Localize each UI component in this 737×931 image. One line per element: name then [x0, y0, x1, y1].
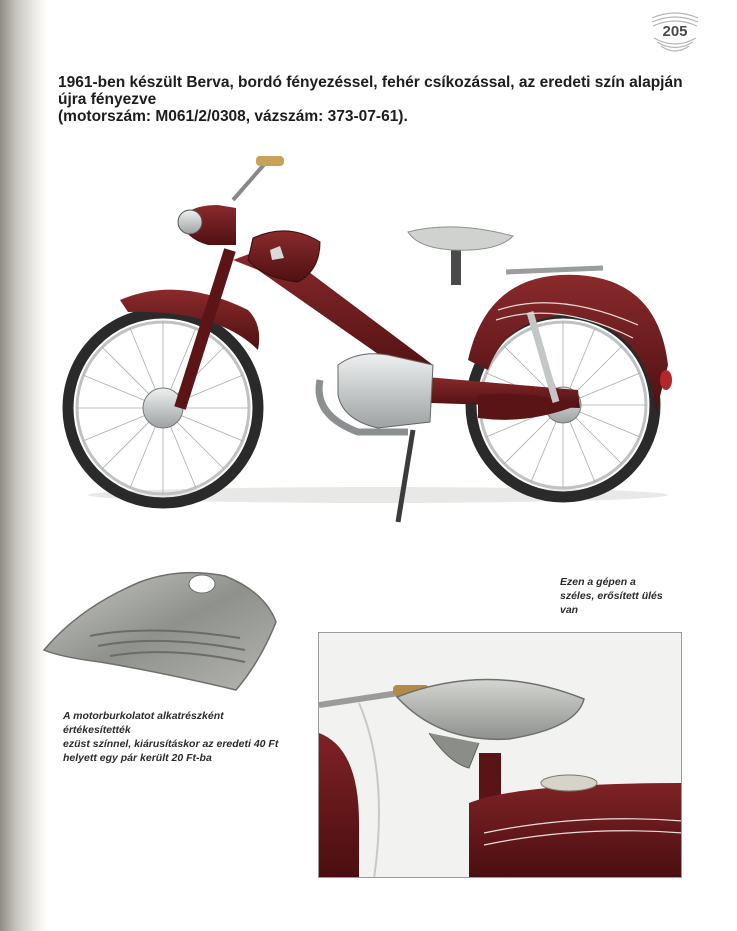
seat-closeup-photo — [318, 632, 682, 878]
front-wheel — [68, 313, 258, 503]
seat-caption — [560, 575, 700, 617]
book-gutter-shadow — [0, 0, 48, 931]
cover-caption-line: ezüst színnel, kiárusításkor az eredeti 40 Ft — [63, 738, 279, 750]
main-caption — [58, 74, 698, 125]
moped-photo — [58, 150, 690, 530]
cover-caption-line: A motorburkolatot alkatrészként értékesítették — [63, 710, 224, 736]
main-caption-line: (motorszám: M061/2/0308, vázszám: 373-07-61). — [58, 108, 408, 125]
seat-caption-line: Ezen a gépen a — [560, 576, 636, 588]
seat-caption-line: széles, erősített ülés — [560, 590, 663, 602]
cover-caption-line: helyett egy pár került 20 Ft-ba — [63, 752, 212, 764]
engine-cover-photo — [40, 562, 280, 692]
page-number: 205 — [662, 23, 688, 40]
engine-cover-caption — [63, 709, 293, 765]
main-caption-line: újra fényezve — [58, 91, 157, 108]
page-number-badge — [648, 10, 702, 56]
seat-caption-line: van — [560, 604, 579, 616]
main-caption-line: 1961-ben készült Berva, bordó fényezéssel, fehér csíkozással, az eredeti szín alapján — [58, 74, 683, 91]
